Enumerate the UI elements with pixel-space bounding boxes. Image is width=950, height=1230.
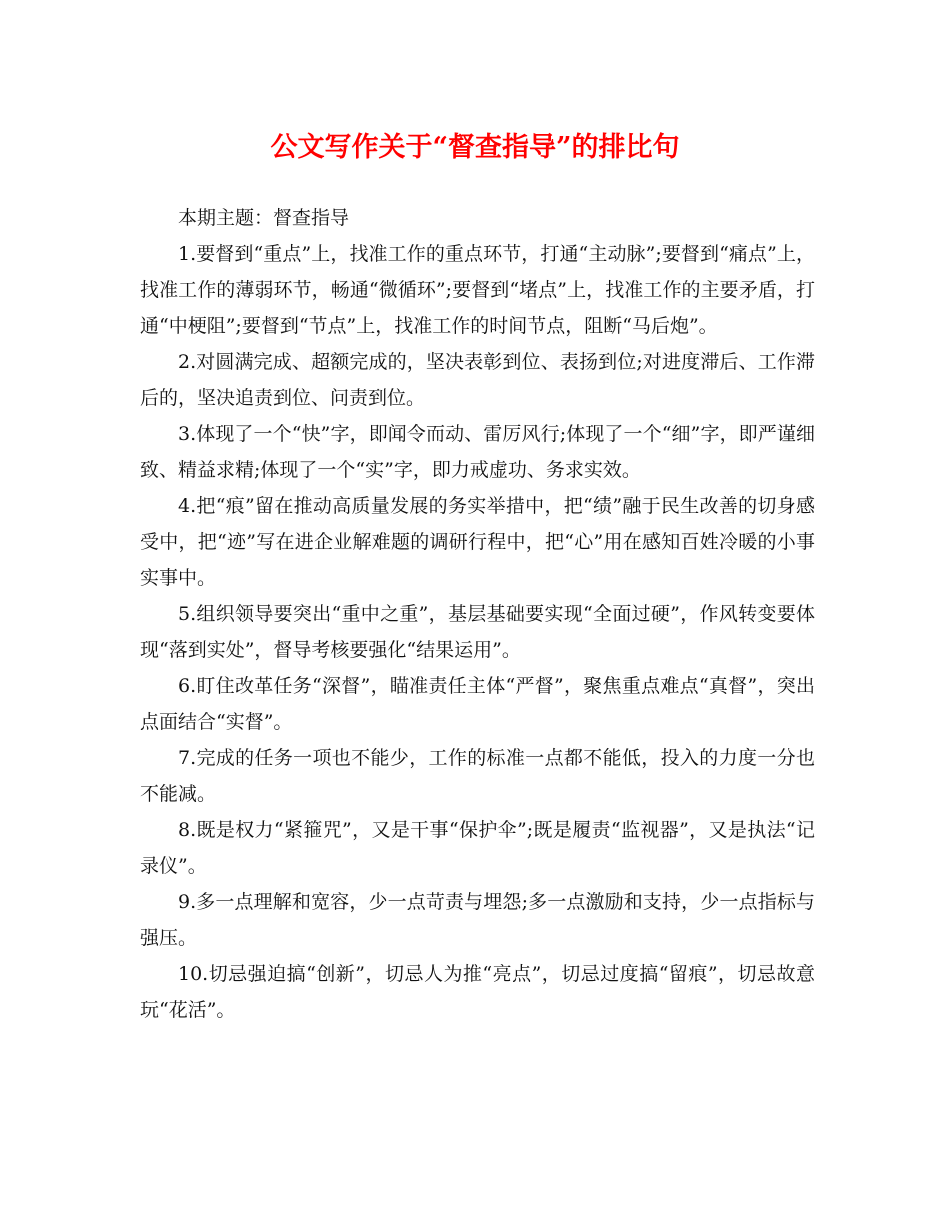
list-item: 10.切忌强迫搞“创新”，切忌人为推“亮点”，切忌过度搞“留痕”，切忌故意玩“花活”。 <box>140 963 815 1021</box>
list-item: 6.盯住改革任务“深督”，瞄准责任主体“严督”，聚焦重点难点“真督”，突出点面结合“实督”。 <box>140 675 815 733</box>
subject-line: 本期主题：督查指导 <box>178 207 350 229</box>
list-item: 1.要督到“重点”上，找准工作的重点环节，打通“主动脉”;要督到“痛点”上，找准工作的薄弱环节，畅通“微循环”;要督到“堵点”上，找准工作的主要矛盾，打通“中梗阻”;要督到“节点”上，找准工作的时间节点，阻断“马后炮”。 <box>140 243 815 337</box>
document-title: 公文写作关于“督查指导”的排比句 <box>270 132 680 163</box>
document-body <box>140 200 815 1028</box>
list-item: 4.把“痕”留在推动高质量发展的务实举措中，把“绩”融于民生改善的切身感受中，把“迹”写在进企业解难题的调研行程中，把“心”用在感知百姓冷暖的小事实事中。 <box>140 495 815 589</box>
list-item: 5.组织领导要突出“重中之重”，基层基础要实现“全面过硬”，作风转变要体现“落到实处”，督导考核要强化“结果运用”。 <box>140 603 815 661</box>
list-item: 7.完成的任务一项也不能少，工作的标准一点都不能低，投入的力度一分也不能减。 <box>140 747 815 805</box>
list-item: 2.对圆满完成、超额完成的，坚决表彰到位、表扬到位;对进度滞后、工作滞后的，坚决追责到位、问责到位。 <box>140 351 815 409</box>
list-item: 9.多一点理解和宽容，少一点苛责与埋怨;多一点激励和支持，少一点指标与强压。 <box>140 891 815 949</box>
list-item: 8.既是权力“紧箍咒”，又是干事“保护伞”;既是履责“监视器”，又是执法“记录仪”。 <box>140 819 815 877</box>
list-item: 3.体现了一个“快”字，即闻令而动、雷厉风行;体现了一个“细”字，即严谨细致、精益求精;体现了一个“实”字，即力戒虚功、务求实效。 <box>140 423 815 481</box>
